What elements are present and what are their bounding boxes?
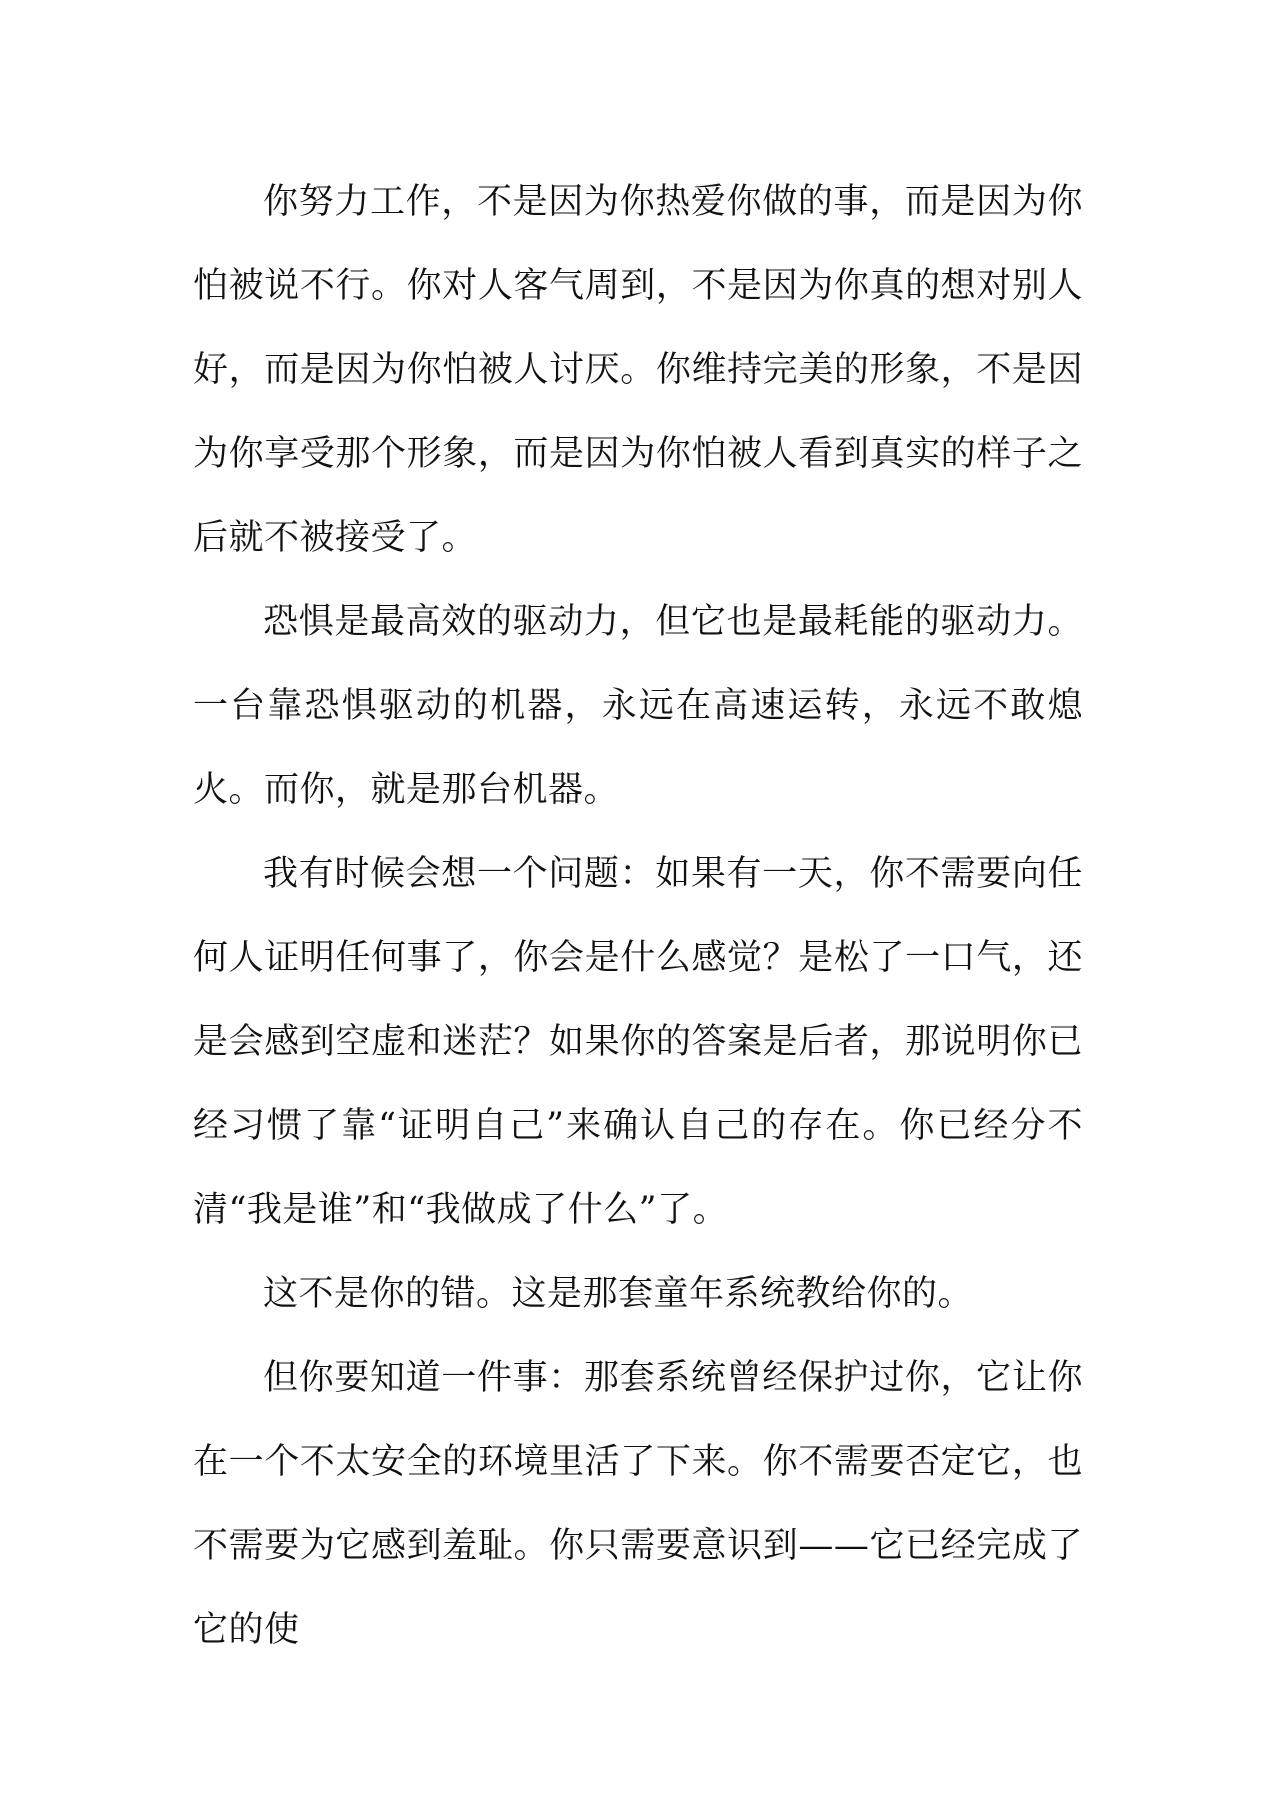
paragraph-3: 我有时候会想一个问题：如果有一天，你不需要向任何人证明任何事了，你会是什么感觉？是松了一口气，还是会感到空虚和迷茫？如果你的答案是后者，那说明你已经习惯了靠“证明自己”来确认自己的存在。你已经分不清“我是谁”和“我做成了什么”了。 [193, 854, 1083, 1230]
paragraph-4: 这不是你的错。这是那套童年系统教给你的。 [263, 1274, 974, 1314]
paragraph-1: 你努力工作，不是因为你热爱你做的事，而是因为你怕被说不行。你对人客气周到，不是因为你真的想对别人好，而是因为你怕被人讨厌。你维持完美的形象，不是因为你享受那个形象，而是因为你怕被人看到真实的样子之后就不被接受了。 [193, 182, 1083, 558]
body-text [193, 160, 1083, 1672]
paragraph-5: 但你要知道一件事：那套系统曾经保护过你，它让你在一个不太安全的环境里活了下来。你不需要否定它，也不需要为它感到羞耻。你只需要意识到——它已经完成了它的使 [193, 1358, 1083, 1650]
paragraph-2: 恐惧是最高效的驱动力，但它也是最耗能的驱动力。一台靠恐惧驱动的机器，永远在高速运转，永远不敢熄火。而你，就是那台机器。 [193, 602, 1083, 810]
